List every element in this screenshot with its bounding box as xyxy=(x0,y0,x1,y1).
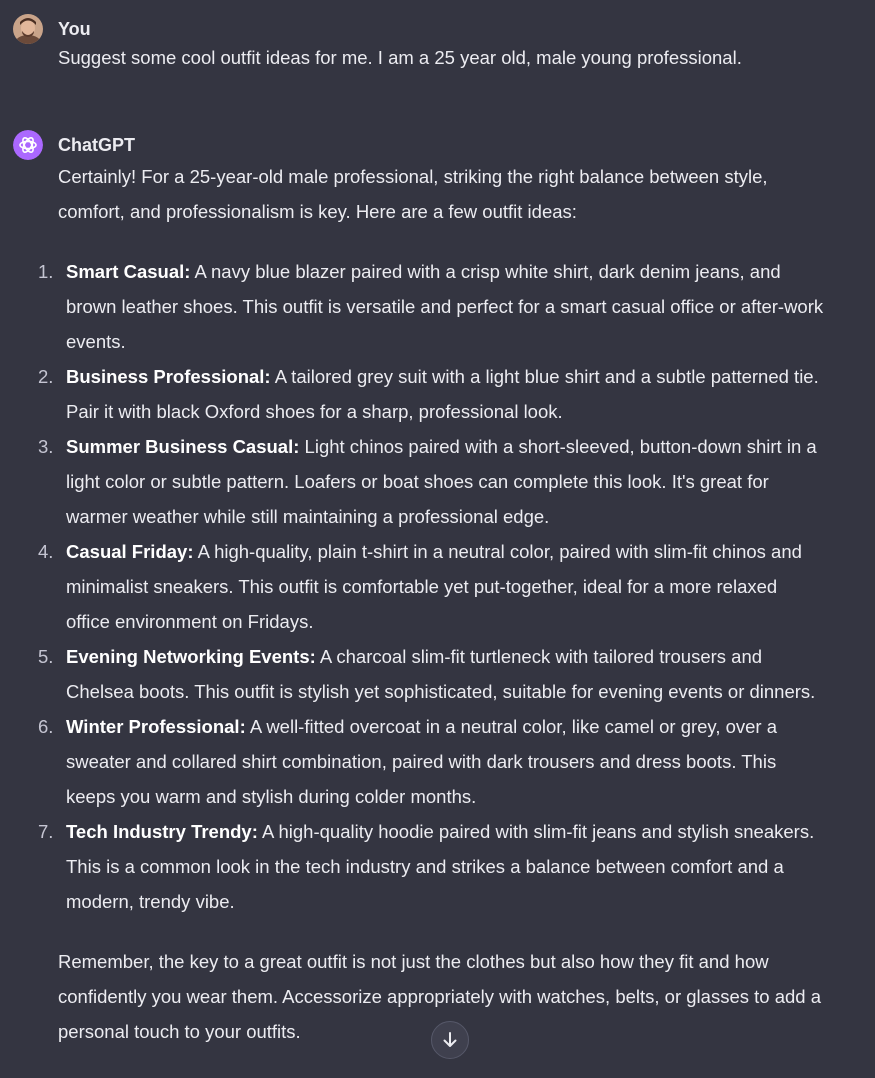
list-item xyxy=(38,254,826,359)
list-item xyxy=(38,359,826,429)
outfit-description: A charcoal slim-fit turtleneck with tailored trousers and Chelsea boots. This outfit is stylish yet sophisticated, suitable for evening events or dinners. xyxy=(66,646,816,702)
assistant-outro: Remember, the key to a great outfit is not just the clothes but also how they fit and how confidently you wear them. Accessorize appropriately with watches, belts, or glasses to add a personal touch to your outfits. xyxy=(58,951,821,1042)
arrow-down-icon xyxy=(441,1031,459,1049)
assistant-author-name: ChatGPT xyxy=(58,135,136,155)
outfit-title: Winter Professional: xyxy=(66,716,246,737)
outfit-description: A well-fitted overcoat in a neutral color, like camel or grey, over a sweater and collared shirt combination, paired with dark trousers and dress boots. This keeps you warm and stylish during colder months. xyxy=(66,716,778,807)
outfit-title: Tech Industry Trendy: xyxy=(66,821,258,842)
outfit-title: Business Professional: xyxy=(66,366,271,387)
list-item xyxy=(38,639,826,709)
assistant-intro: Certainly! For a 25-year-old male professional, striking the right balance between style, comfort, and professionalism is key. Here are a few outfit ideas: xyxy=(58,166,768,222)
list-number: 7. xyxy=(38,821,54,842)
outfit-description: A navy blue blazer paired with a crisp white shirt, dark denim jeans, and brown leather shoes. This outfit is versatile and perfect for a smart casual office or after-work events. xyxy=(66,261,824,352)
outfit-description: Light chinos paired with a short-sleeved, button-down shirt in a light color or subtle pattern. Loafers or boat shoes can complete this look. It's great for warmer weather while still maintaining a professional edge. xyxy=(66,436,817,527)
list-number: 3. xyxy=(38,436,54,457)
outfit-title: Smart Casual: xyxy=(66,261,191,282)
list-item xyxy=(38,709,826,814)
list-number: 4. xyxy=(38,541,54,562)
outfit-description: A high-quality, plain t-shirt in a neutral color, paired with slim-fit chinos and minimalist sneakers. This outfit is comfortable yet put-together, ideal for a more relaxed office environment on Fridays. xyxy=(66,541,802,632)
chatgpt-logo-icon xyxy=(13,130,43,160)
list-number: 2. xyxy=(38,366,54,387)
list-item xyxy=(38,429,826,534)
list-number: 6. xyxy=(38,716,54,737)
scroll-to-bottom-button[interactable] xyxy=(431,1021,469,1059)
user-author-name: You xyxy=(58,19,91,39)
outfit-description: A tailored grey suit with a light blue shirt and a subtle patterned tie. Pair it with black Oxford shoes for a sharp, professional look. xyxy=(66,366,819,422)
outfit-list xyxy=(38,254,828,919)
outfit-title: Summer Business Casual: xyxy=(66,436,300,457)
outfit-title: Casual Friday: xyxy=(66,541,194,562)
assistant-message-body xyxy=(38,159,828,1049)
list-item xyxy=(38,814,826,919)
list-number: 1. xyxy=(38,261,54,282)
outfit-title: Evening Networking Events: xyxy=(66,646,316,667)
list-number: 5. xyxy=(38,646,54,667)
list-item xyxy=(38,534,826,639)
outfit-description: A high-quality hoodie paired with slim-fit jeans and stylish sneakers. This is a common look in the tech industry and strikes a balance between comfort and a modern, trendy vibe. xyxy=(66,821,815,912)
user-avatar xyxy=(13,14,43,44)
user-message-text: Suggest some cool outfit ideas for me. I am a 25 year old, male young professional. xyxy=(58,47,742,68)
